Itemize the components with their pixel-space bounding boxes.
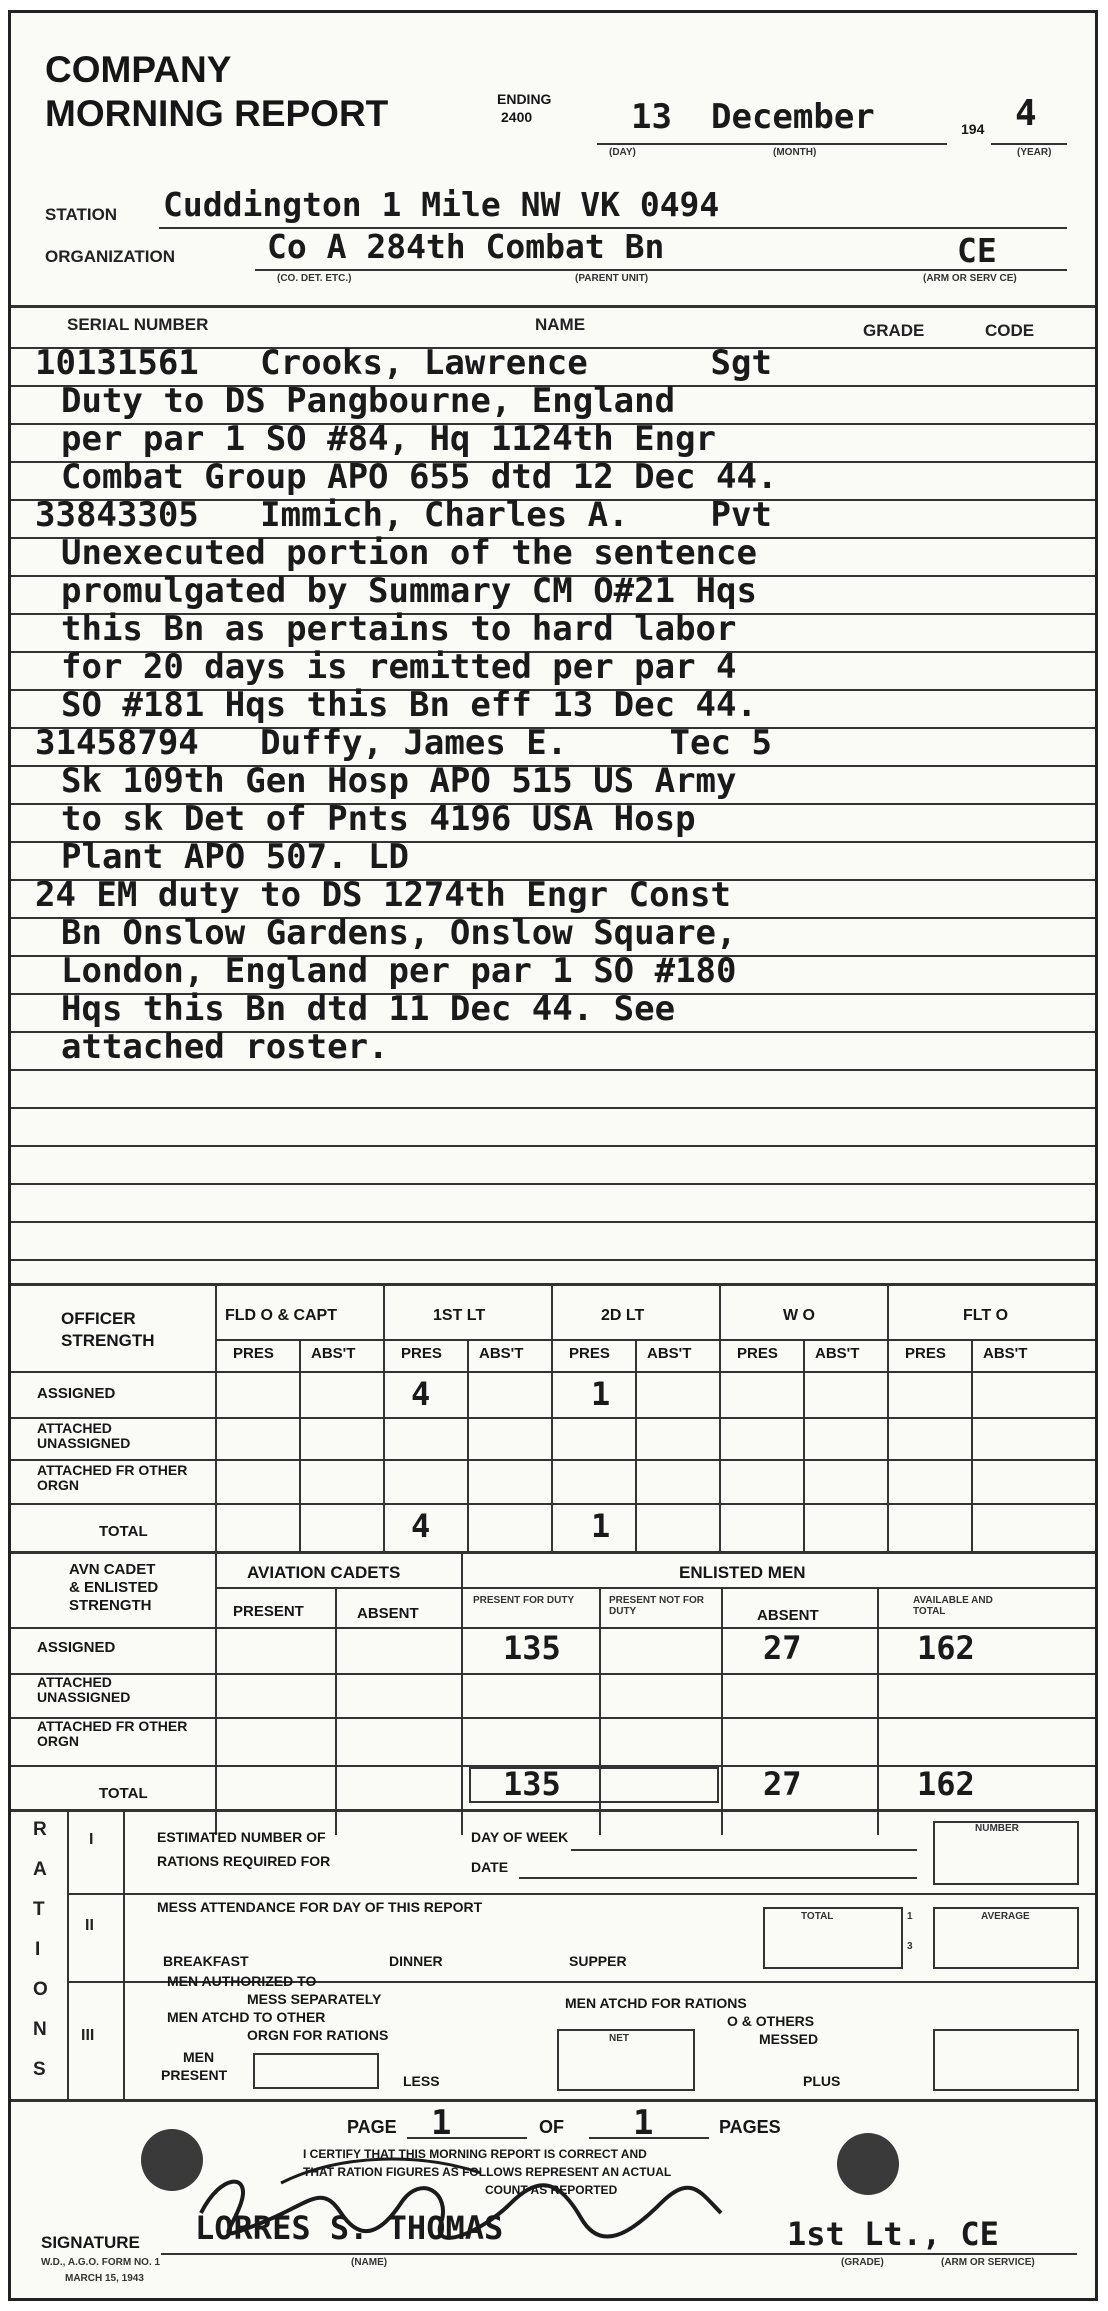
- estimated-number-label: ESTIMATED NUMBER OF: [157, 1829, 326, 1845]
- entry-line-18: Hqs this Bn dtd 11 Dec 44. See: [61, 989, 676, 1029]
- plus-label: PLUS: [803, 2073, 841, 2089]
- rations-letter-t: T: [33, 1899, 45, 1920]
- month-caption: (MONTH): [773, 147, 817, 158]
- officer-row-assigned: ASSIGNED: [37, 1385, 116, 1402]
- morning-report-form: [8, 10, 1098, 2301]
- less-label: LESS: [403, 2073, 440, 2089]
- col-code: CODE: [985, 321, 1035, 340]
- officer-abst-2: ABS'T: [479, 1345, 524, 1362]
- avn-absent: ABSENT: [357, 1605, 419, 1622]
- organization-value: Co A 284th Combat Bn: [267, 227, 665, 266]
- em-present-for-duty: PRESENT FOR DUTY: [473, 1595, 575, 1606]
- entry-line-8: this Bn as pertains to hard labor: [61, 609, 737, 649]
- entry-line-16: Bn Onslow Gardens, Onslow Square,: [61, 913, 737, 953]
- officer-row-attached-other: ATTACHED FR OTHER ORGN: [37, 1462, 188, 1493]
- entry-line-14: Plant APO 507. LD: [61, 837, 409, 877]
- officer-abst-1: ABS'T: [311, 1345, 356, 1362]
- org-caption-co: (CO. DET. ETC.): [277, 273, 352, 284]
- report-year: 4: [1015, 93, 1037, 134]
- aviation-cadets-header: AVIATION CADETS: [247, 1563, 401, 1582]
- certification-line-1: I CERTIFY THAT THIS MORNING REPORT IS CORRECT AND: [303, 2147, 647, 2161]
- form-number-line-2: MARCH 15, 1943: [65, 2273, 144, 2284]
- entry-line-7: promulgated by Summary CM O#21 Hqs: [61, 571, 757, 611]
- enlisted-row-total: TOTAL: [99, 1785, 148, 1802]
- year-prefix: 194: [961, 121, 985, 137]
- mess-average-label: AVERAGE: [981, 1911, 1030, 1922]
- em-absent: ABSENT: [757, 1607, 819, 1624]
- rations-letter-n: N: [33, 2019, 47, 2040]
- men-atchd-other-label-1: MEN ATCHD TO OTHER: [167, 2009, 326, 2025]
- rations-letter-a: A: [33, 1859, 47, 1880]
- entry-line-4: Combat Group APO 655 dtd 12 Dec 44.: [61, 457, 778, 497]
- avn-present: PRESENT: [233, 1603, 304, 1620]
- officer-pres-1: PRES: [233, 1345, 274, 1362]
- col-serial-number: SERIAL NUMBER: [67, 315, 209, 334]
- officer-pres-5: PRES: [905, 1345, 946, 1362]
- men-authorized-label-2: MESS SEPARATELY: [247, 1991, 382, 2007]
- entry-line-19: attached roster.: [61, 1027, 389, 1067]
- organization-label: ORGANIZATION: [45, 247, 176, 266]
- enlisted-title-2: & ENLISTED: [69, 1579, 159, 1596]
- em-total-absent: 27: [763, 1765, 802, 1803]
- rations-section-i: I: [89, 1831, 94, 1848]
- certification-line-3: COUNT AS REPORTED: [485, 2183, 618, 2197]
- col-grade: GRADE: [863, 321, 925, 340]
- form-number-line-1: W.D., A.G.O. FORM NO. 1: [41, 2257, 161, 2268]
- ending-time: 2400: [501, 109, 533, 125]
- entry-line-1: 10131561 Crooks, Lawrence Sgt: [35, 343, 772, 383]
- entry-line-2: Duty to DS Pangbourne, England: [61, 381, 676, 421]
- men-present-box: [253, 2053, 379, 2089]
- certification-line-2: THAT RATION FIGURES AS FOLLOWS REPRESENT AN ACTUAL: [303, 2165, 672, 2179]
- station-value: Cuddington 1 Mile NW VK 0494: [163, 185, 720, 224]
- station-label: STATION: [45, 205, 118, 224]
- entry-line-10: SO #181 Hqs this Bn eff 13 Dec 44.: [61, 685, 757, 725]
- officer-abst-5: ABS'T: [983, 1345, 1028, 1362]
- mess-total-label: TOTAL: [801, 1911, 834, 1922]
- rations-required-label: RATIONS REQUIRED FOR: [157, 1853, 331, 1869]
- form-title-line2: MORNING REPORT: [45, 93, 389, 134]
- pages-label: PAGES: [719, 2117, 781, 2137]
- officer-row-total: TOTAL: [99, 1523, 148, 1540]
- day-of-week-label: DAY OF WEEK: [471, 1829, 569, 1845]
- officer-assigned-1st-lt-pres: 4: [411, 1375, 431, 1413]
- rations-letter-o: O: [33, 1979, 48, 2000]
- men-atchd-for-label-1: MEN ATCHD FOR RATIONS: [565, 1995, 747, 2011]
- ending-label: ENDING: [497, 91, 552, 107]
- date-label: DATE: [471, 1859, 509, 1875]
- enlisted-row-attached-unassigned: ATTACHED UNASSIGNED: [37, 1674, 131, 1705]
- report-month: December: [711, 97, 875, 137]
- entry-line-17: London, England per par 1 SO #180: [61, 951, 737, 991]
- binder-hole-right: [837, 2133, 899, 2195]
- net-label: NET: [609, 2033, 629, 2044]
- men-atchd-for-label-2: O & OTHERS: [727, 2013, 815, 2029]
- officer-group-wo: W O: [783, 1307, 815, 1324]
- em-assigned-present-duty: 135: [503, 1629, 561, 1667]
- day-caption: (DAY): [609, 147, 636, 158]
- officer-strength-title-1: OFFICER: [61, 1309, 136, 1328]
- officer-total-2d-lt-pres: 1: [591, 1507, 611, 1545]
- enlisted-row-attached-other: ATTACHED FR OTHER ORGN: [37, 1718, 188, 1749]
- officer-group-2d-lt: 2D LT: [601, 1307, 645, 1324]
- men-present-label-1: MEN: [183, 2049, 215, 2065]
- rations-letter-s: S: [33, 2059, 46, 2080]
- enlisted-men-header: ENLISTED MEN: [679, 1563, 806, 1582]
- officer-pres-2: PRES: [401, 1345, 442, 1362]
- entry-line-5: 33843305 Immich, Charles A. Pvt: [35, 495, 772, 535]
- arm-caption: (ARM OR SERVICE): [941, 2257, 1035, 2268]
- signatory-rank: 1st Lt., CE: [787, 2215, 999, 2253]
- grade-caption: (GRADE): [841, 2257, 884, 2268]
- name-caption: (NAME): [351, 2257, 388, 2268]
- enlisted-row-assigned: ASSIGNED: [37, 1639, 116, 1656]
- dinner-label: DINNER: [389, 1953, 443, 1969]
- men-atchd-for-label-3: MESSED: [759, 2031, 819, 2047]
- org-caption-parent: (PARENT UNIT): [575, 273, 649, 284]
- officer-pres-4: PRES: [737, 1345, 778, 1362]
- page-total: 1: [633, 2103, 654, 2143]
- supper-label: SUPPER: [569, 1953, 627, 1969]
- col-name: NAME: [535, 315, 586, 334]
- men-authorized-label-1: MEN AUTHORIZED TO: [167, 1973, 317, 1989]
- officer-abst-4: ABS'T: [815, 1345, 860, 1362]
- breakfast-label: BREAKFAST: [163, 1953, 249, 1969]
- entry-line-13: to sk Det of Pnts 4196 USA Hosp: [61, 799, 696, 839]
- men-present-label-2: PRESENT: [161, 2067, 228, 2083]
- entry-line-9: for 20 days is remitted per par 4: [61, 647, 737, 687]
- officer-strength-title-2: STRENGTH: [61, 1331, 155, 1350]
- entry-line-6: Unexecuted portion of the sentence: [61, 533, 757, 573]
- officer-row-attached-unassigned: ATTACHED UNASSIGNED: [37, 1420, 131, 1451]
- page-number: 1: [431, 2103, 452, 2143]
- page-label: PAGE: [347, 2117, 397, 2137]
- officer-assigned-2d-lt-pres: 1: [591, 1375, 611, 1413]
- em-total-total: 162: [917, 1765, 975, 1803]
- em-assigned-absent: 27: [763, 1629, 802, 1667]
- officer-group-fld-capt: FLD O & CAPT: [225, 1307, 337, 1324]
- year-caption: (YEAR): [1017, 147, 1052, 158]
- officer-group-1st-lt: 1ST LT: [433, 1307, 486, 1324]
- organization-arm: CE: [957, 231, 997, 270]
- rations-section-iii: III: [81, 2027, 95, 2044]
- mess-attendance-label: MESS ATTENDANCE FOR DAY OF THIS REPORT: [157, 1899, 483, 1915]
- page-of-label: OF: [539, 2117, 564, 2137]
- officer-group-flt-o: FLT O: [963, 1307, 1009, 1324]
- entry-line-11: 31458794 Duffy, James E. Tec 5: [35, 723, 772, 763]
- enlisted-title-3: STRENGTH: [69, 1597, 152, 1614]
- mess-divisor-3: 3: [907, 1941, 913, 1952]
- officer-total-1st-lt-pres: 4: [411, 1507, 431, 1545]
- signature-label: SIGNATURE: [41, 2233, 140, 2252]
- em-present-not-for-duty: PRESENT NOT FOR DUTY: [609, 1595, 705, 1617]
- rations-letter-i: I: [35, 1939, 41, 1960]
- rations-number-label: NUMBER: [975, 1823, 1019, 1834]
- rations-letter-r: R: [33, 1819, 47, 1840]
- em-assigned-total: 162: [917, 1629, 975, 1667]
- form-title-line1: COMPANY: [45, 49, 232, 90]
- officer-abst-3: ABS'T: [647, 1345, 692, 1362]
- mess-divisor-1: 1: [907, 1911, 913, 1922]
- men-atchd-other-label-2: ORGN FOR RATIONS: [247, 2027, 389, 2043]
- rations-result-box: [933, 2029, 1079, 2091]
- entry-line-3: per par 1 SO #84, Hq 1124th Engr: [61, 419, 717, 459]
- officer-pres-3: PRES: [569, 1345, 610, 1362]
- em-available-total: AVAILABLE AND TOTAL: [913, 1595, 993, 1617]
- rations-section-ii: II: [85, 1917, 94, 1934]
- entry-line-12: Sk 109th Gen Hosp APO 515 US Army: [61, 761, 737, 801]
- org-caption-arm: (ARM OR SERV CE): [923, 273, 1017, 284]
- em-total-present-duty: 135: [503, 1765, 561, 1803]
- entry-line-15: 24 EM duty to DS 1274th Engr Const: [35, 875, 731, 915]
- enlisted-title-1: AVN CADET: [69, 1561, 156, 1578]
- signatory-name: LORRES S. THOMAS: [195, 2209, 504, 2247]
- report-day: 13: [631, 97, 672, 137]
